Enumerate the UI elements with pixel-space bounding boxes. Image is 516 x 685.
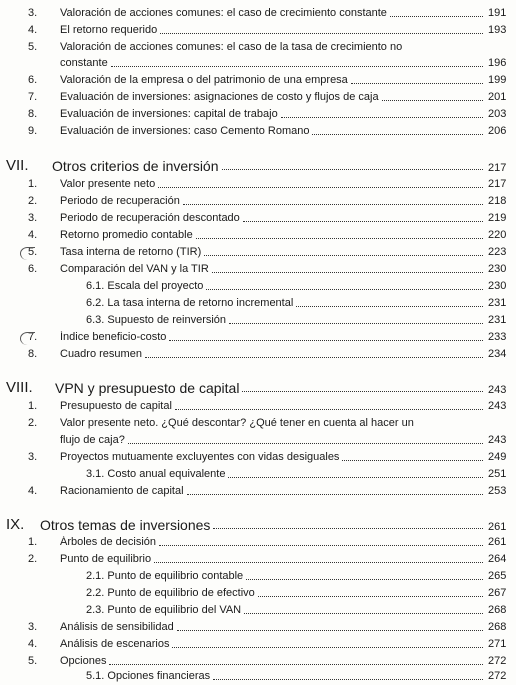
entry-title: 2.3. Punto de equilibrio del VAN bbox=[86, 604, 242, 616]
entry-number: 3. bbox=[28, 7, 38, 19]
entry-number: 8. bbox=[28, 108, 38, 120]
entry-number: 6. bbox=[28, 74, 38, 86]
toc-entry bbox=[0, 194, 516, 210]
toc-entry bbox=[0, 245, 516, 261]
entry-title: 6.2. La tasa interna de retorno incremental bbox=[86, 297, 294, 309]
entry-number: 3. bbox=[28, 212, 38, 224]
chapter-title: Otros criterios de inversión bbox=[52, 158, 219, 174]
entry-page: 223 bbox=[488, 246, 507, 258]
entry-number: 5. bbox=[28, 246, 38, 258]
toc-subentry bbox=[0, 569, 516, 585]
entry-title: Punto de equilibrio bbox=[60, 553, 152, 565]
entry-title: Evaluación de inversiones: caso Cemento Romano bbox=[60, 125, 310, 137]
toc-entry bbox=[0, 6, 516, 22]
entry-title: Valor presente neto bbox=[60, 178, 156, 190]
toc-entry bbox=[0, 347, 516, 363]
entry-number: 2. bbox=[28, 553, 38, 565]
handwritten-circle-mark bbox=[20, 332, 35, 345]
entry-page: 231 bbox=[488, 297, 507, 309]
entry-page: 191 bbox=[488, 7, 507, 19]
entry-number: 1. bbox=[28, 178, 38, 190]
toc-entry bbox=[0, 23, 516, 39]
entry-page: 253 bbox=[488, 485, 507, 497]
toc-entry bbox=[0, 330, 516, 346]
toc-entry bbox=[0, 535, 516, 551]
toc-entry bbox=[0, 73, 516, 89]
entry-number: 3. bbox=[28, 451, 38, 463]
entry-page: 271 bbox=[488, 638, 507, 650]
entry-page: 230 bbox=[488, 263, 507, 275]
entry-title: flujo de caja? bbox=[60, 434, 125, 446]
entry-number: 7. bbox=[28, 91, 38, 103]
entry-page: 243 bbox=[488, 434, 507, 446]
handwritten-circle-mark bbox=[20, 247, 35, 260]
toc-subentry bbox=[0, 296, 516, 312]
entry-page: 201 bbox=[488, 91, 507, 103]
entry-title: Periodo de recuperación descontado bbox=[60, 212, 240, 224]
entry-page: 272 bbox=[488, 670, 507, 682]
entry-title: 6.1. Escala del proyecto bbox=[86, 280, 204, 292]
entry-number: 1. bbox=[28, 400, 38, 412]
entry-number: 4. bbox=[28, 229, 38, 241]
entry-number: 9. bbox=[28, 125, 38, 137]
entry-page: 234 bbox=[488, 348, 507, 360]
entry-title: Presupuesto de capital bbox=[60, 400, 172, 412]
entry-page: 219 bbox=[488, 212, 507, 224]
toc-entry bbox=[0, 56, 516, 72]
chapter-page: 217 bbox=[488, 162, 507, 174]
entry-page: 217 bbox=[488, 178, 507, 190]
toc-subentry bbox=[0, 586, 516, 602]
entry-title: Valor presente neto. ¿Qué descontar? ¿Qué tener en cuenta al hacer un bbox=[60, 417, 414, 429]
entry-page: 272 bbox=[488, 655, 507, 667]
entry-page: 230 bbox=[488, 280, 507, 292]
entry-page: 251 bbox=[488, 468, 507, 480]
chapter-heading bbox=[0, 378, 516, 398]
entry-title: Valoración de la empresa o del patrimonio de una empresa bbox=[60, 74, 348, 86]
chapter-heading bbox=[0, 515, 516, 535]
entry-title: Retorno promedio contable bbox=[60, 229, 193, 241]
entry-page: 231 bbox=[488, 314, 507, 326]
chapter-page: 261 bbox=[488, 521, 507, 533]
entry-number: 5. bbox=[28, 655, 38, 667]
toc-entry bbox=[0, 637, 516, 653]
chapter-title: VPN y presupuesto de capital bbox=[55, 380, 240, 396]
entry-number: 6. bbox=[28, 263, 38, 275]
entry-title: 3.1. Costo anual equivalente bbox=[86, 468, 226, 480]
toc-entry bbox=[0, 450, 516, 466]
entry-title: Valoración de acciones comunes: el caso de crecimiento constante bbox=[60, 7, 387, 19]
toc-entry bbox=[0, 107, 516, 123]
entry-title: 2.2. Punto de equilibrio de efectivo bbox=[86, 587, 255, 599]
entry-number: 4. bbox=[28, 24, 38, 36]
entry-page: 218 bbox=[488, 195, 507, 207]
toc-entry bbox=[0, 433, 516, 449]
entry-title: El retorno requerido bbox=[60, 24, 158, 36]
chapter-heading bbox=[0, 156, 516, 176]
entry-number: 4. bbox=[28, 638, 38, 650]
entry-number: 8. bbox=[28, 348, 38, 360]
entry-number: 2. bbox=[28, 417, 38, 429]
chapter-title: Otros temas de inversiones bbox=[40, 517, 211, 533]
toc-entry bbox=[0, 484, 516, 500]
toc-subentry bbox=[0, 603, 516, 619]
entry-page: 268 bbox=[488, 621, 507, 633]
entry-page: 220 bbox=[488, 229, 507, 241]
entry-number: 4. bbox=[28, 485, 38, 497]
entry-title: Análisis de escenarios bbox=[60, 638, 170, 650]
entry-title: Proyectos mutuamente excluyentes con vidas desiguales bbox=[60, 451, 340, 463]
entry-title: constante bbox=[60, 57, 108, 69]
entry-number: 5. bbox=[28, 41, 38, 53]
toc-entry bbox=[0, 399, 516, 415]
entry-page: 203 bbox=[488, 108, 507, 120]
chapter-number: VII. bbox=[6, 157, 29, 174]
entry-title: Valoración de acciones comunes: el caso de la tasa de crecimiento no bbox=[60, 41, 403, 53]
entry-title: Índice beneficio-costo bbox=[60, 331, 167, 343]
toc-entry bbox=[0, 262, 516, 278]
entry-page: 196 bbox=[488, 57, 507, 69]
entry-title: 2.1. Punto de equilibrio contable bbox=[86, 570, 244, 582]
entry-page: 206 bbox=[488, 125, 507, 137]
entry-page: 249 bbox=[488, 451, 507, 463]
entry-title: Análisis de sensibilidad bbox=[60, 621, 174, 633]
entry-page: 268 bbox=[488, 604, 507, 616]
chapter-number: IX. bbox=[6, 516, 25, 533]
entry-number: 2. bbox=[28, 195, 38, 207]
entry-number: 7. bbox=[28, 331, 38, 343]
entry-page: 265 bbox=[488, 570, 507, 582]
toc-entry bbox=[0, 552, 516, 568]
entry-title: Periodo de recuperación bbox=[60, 195, 180, 207]
entry-title: Tasa interna de retorno (TIR) bbox=[60, 246, 202, 258]
toc-entry bbox=[0, 211, 516, 227]
toc-entry bbox=[0, 177, 516, 193]
entry-title: Opciones bbox=[60, 655, 107, 667]
entry-title: Evaluación de inversiones: asignaciones de costo y flujos de caja bbox=[60, 91, 379, 103]
entry-page: 199 bbox=[488, 74, 507, 86]
entry-title: Cuadro resumen bbox=[60, 348, 142, 360]
entry-title: Comparación del VAN y la TIR bbox=[60, 263, 209, 275]
toc-entry bbox=[0, 90, 516, 106]
toc-subentry bbox=[0, 467, 516, 483]
chapter-number: VIII. bbox=[6, 379, 33, 396]
toc-entry bbox=[0, 124, 516, 140]
entry-title: Evaluación de inversiones: capital de trabajo bbox=[60, 108, 278, 120]
entry-page: 261 bbox=[488, 536, 507, 548]
entry-page: 233 bbox=[488, 331, 507, 343]
entry-title: 6.3. Supuesto de reinversión bbox=[86, 314, 227, 326]
toc-subentry bbox=[0, 313, 516, 329]
entry-page: 267 bbox=[488, 587, 507, 599]
toc-entry bbox=[0, 228, 516, 244]
entry-title: Racionamiento de capital bbox=[60, 485, 184, 497]
toc-subentry bbox=[0, 669, 516, 685]
entry-page: 243 bbox=[488, 400, 507, 412]
entry-number: 1. bbox=[28, 536, 38, 548]
entry-page: 264 bbox=[488, 553, 507, 565]
entry-page: 193 bbox=[488, 24, 507, 36]
chapter-page: 243 bbox=[488, 384, 507, 396]
toc-entry bbox=[0, 40, 516, 56]
toc-entry bbox=[0, 620, 516, 636]
toc-entry bbox=[0, 654, 516, 670]
entry-title: Árboles de decisión bbox=[60, 536, 157, 548]
toc-subentry bbox=[0, 279, 516, 295]
entry-title: 5.1. Opciones financieras bbox=[86, 670, 211, 682]
toc-entry bbox=[0, 416, 516, 432]
entry-number: 3. bbox=[28, 621, 38, 633]
